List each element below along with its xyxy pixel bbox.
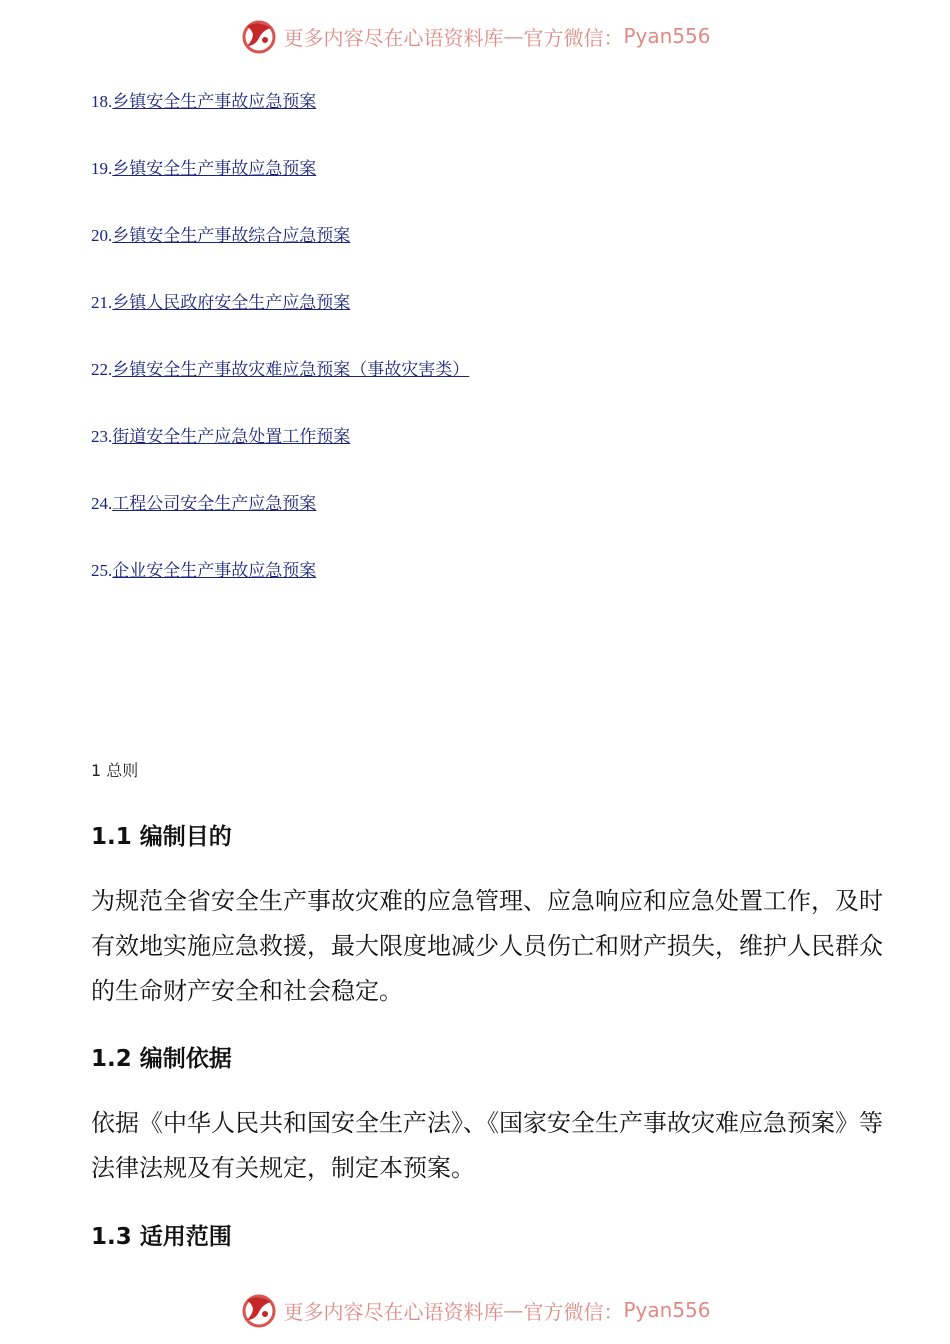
toc-item: 25.企业安全生产事故应急预案 <box>91 561 317 581</box>
heading-basis: 1.2 编制依据 <box>91 1046 232 1072</box>
toc-item: 20.乡镇安全生产事故综合应急预案 <box>91 226 351 246</box>
watermark-dash: — <box>503 24 524 48</box>
header-watermark <box>0 16 950 56</box>
toc-link[interactable]: 工程公司安全生产应急预案 <box>112 494 317 514</box>
footer-watermark <box>0 1290 950 1330</box>
toc-link[interactable]: 乡镇安全生产事故应急预案 <box>112 92 317 112</box>
toc-link[interactable]: 乡镇安全生产事故综合应急预案 <box>112 226 351 246</box>
paragraph-basis: 依据《中华人民共和国安全生产法》、《国家安全生产事故灾难应急预案》等法律法规及有关规定，制定本预案。 <box>91 1109 883 1182</box>
logo-icon <box>239 16 279 56</box>
toc-link[interactable]: 乡镇安全生产事故应急预案 <box>112 159 317 179</box>
toc-link[interactable]: 街道安全生产应急处置工作预案 <box>112 427 351 447</box>
watermark-wechat-id: Pyan556 <box>623 24 711 48</box>
toc-item: 23.街道安全生产应急处置工作预案 <box>91 427 351 447</box>
watermark-dash: — <box>503 1298 524 1322</box>
watermark-brand: 更多内容尽在心语资料库 <box>283 1299 504 1324</box>
heading-purpose: 1.1 编制目的 <box>91 824 232 850</box>
paragraph-purpose: 为规范全省安全生产事故灾难的应急管理、应急响应和应急处置工作，及时有效地实施应急救援，最大限度地减少人员伤亡和财产损失，维护人民群众的生命财产安全和社会稳定。 <box>91 887 883 1005</box>
logo-icon <box>239 1290 279 1330</box>
toc-list <box>91 88 469 624</box>
toc-item: 18.乡镇安全生产事故应急预案 <box>91 92 317 112</box>
watermark-wechat-id: Pyan556 <box>623 1298 711 1322</box>
toc-link[interactable]: 乡镇安全生产事故灾难应急预案（事故灾害类） <box>112 360 470 380</box>
toc-item: 24.工程公司安全生产应急预案 <box>91 494 317 514</box>
heading-scope: 1.3 适用范围 <box>91 1224 232 1250</box>
toc-link[interactable]: 企业安全生产事故应急预案 <box>112 561 317 581</box>
toc-link[interactable]: 乡镇人民政府安全生产应急预案 <box>112 293 351 313</box>
toc-item: 21.乡镇人民政府安全生产应急预案 <box>91 293 351 313</box>
toc-item: 22.乡镇安全生产事故灾难应急预案（事故灾害类） <box>91 360 470 380</box>
watermark-brand: 更多内容尽在心语资料库 <box>283 25 504 50</box>
watermark-wechat-label: 官方微信： <box>523 25 624 50</box>
toc-item: 19.乡镇安全生产事故应急预案 <box>91 159 317 179</box>
watermark-wechat-label: 官方微信： <box>523 1299 624 1324</box>
section-label: 1 总则 <box>91 761 139 780</box>
